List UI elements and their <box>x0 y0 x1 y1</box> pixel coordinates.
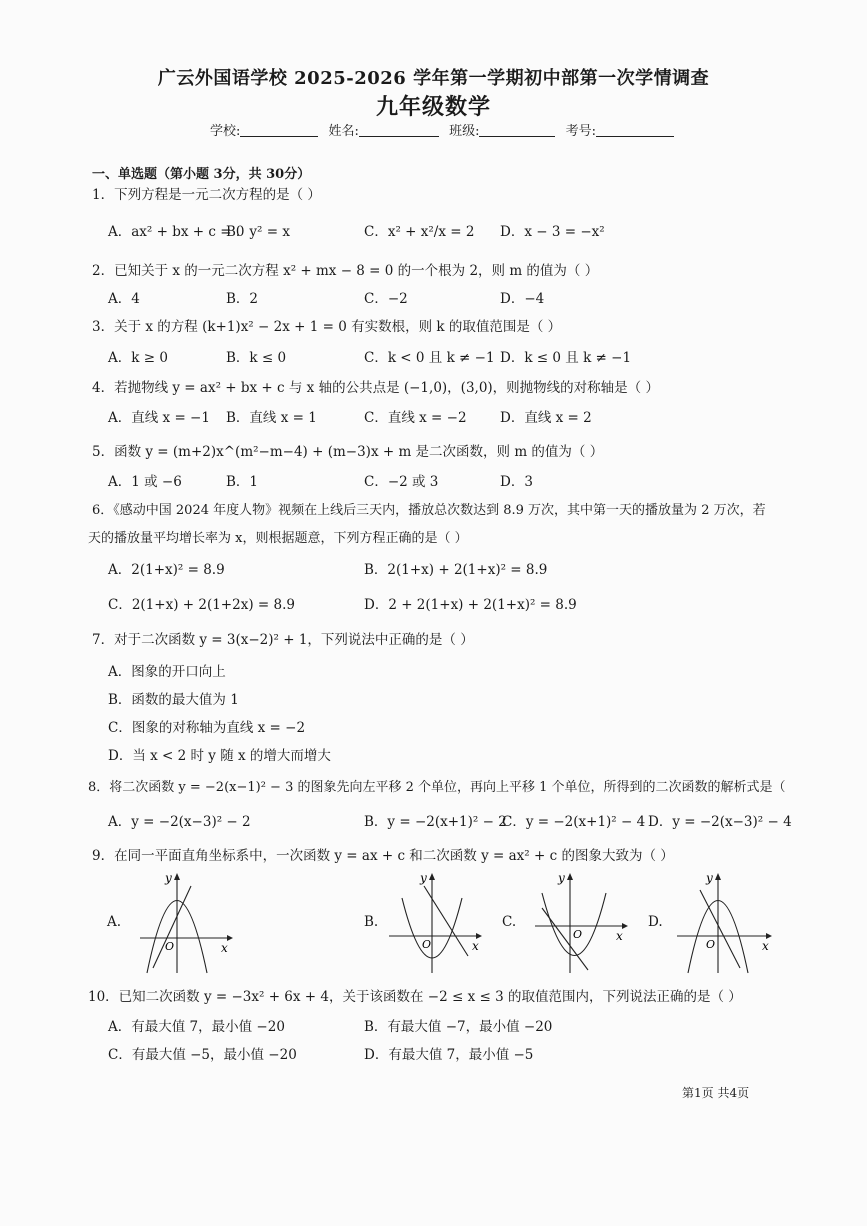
graph-c-x-arrow <box>622 923 628 929</box>
graph-d-y-label: y <box>706 871 713 885</box>
question-10-option-c: C．有最大值 −5，最小值 −20 <box>108 1047 297 1063</box>
graph-c-x-label: x <box>616 929 623 943</box>
graph-b-x-label: x <box>472 939 479 953</box>
question-9-option-d-label: D. <box>648 914 663 930</box>
name-field-label: 姓名: <box>328 124 359 139</box>
question-6-option-c: C．2(1+x) + 2(1+2x) = 8.9 <box>108 597 295 613</box>
graph-a-origin: O <box>165 940 175 953</box>
question-4-option-d: D．直线 x = 2 <box>500 410 592 426</box>
question-2-option-b: B．2 <box>226 291 259 307</box>
question-5-option-c: C．−2 或 3 <box>364 474 439 490</box>
graph-d-origin: O <box>706 938 716 951</box>
question-8-option-c: C．y = −2(x+1)² − 4 <box>502 814 646 830</box>
question-5-option-a: A．1 或 −6 <box>108 474 182 490</box>
question-7-option-c: C．图象的对称轴为直线 x = −2 <box>108 720 306 736</box>
question-8-stem: 8．将二次函数 y = −2(x−1)² − 3 的图象先向左平移 2 个单位，再向上平移 1 个单位，所得到的二次函数的解析式是（ <box>88 780 786 795</box>
graph-a-x-label: x <box>221 941 228 955</box>
question-8-option-d: D．y = −2(x−3)² − 4 <box>648 814 792 830</box>
question-1-stem: 1．下列方程是一元二次方程的是（ ） <box>92 187 321 203</box>
graph-d-y-arrow <box>715 873 721 880</box>
graph-a-y-label: y <box>165 871 172 885</box>
question-2-stem: 2．已知关于 x 的一元二次方程 x² + mx − 8 = 0 的一个根为 2，则 m 的值为（ ） <box>92 263 599 279</box>
question-9-graph-c <box>530 868 630 978</box>
class-field-label: 班级: <box>449 124 480 139</box>
question-9-option-b-label: B. <box>364 914 379 930</box>
exam-number-label: 考号: <box>565 124 596 139</box>
question-9-option-a-label: A. <box>107 914 122 930</box>
question-2-option-d: D．−4 <box>500 291 545 307</box>
question-10-option-d: D．有最大值 7，最小值 −5 <box>364 1047 534 1063</box>
question-4-option-a: A．直线 x = −1 <box>108 410 210 426</box>
question-9-graph-d <box>672 868 776 978</box>
question-2-option-a: A．4 <box>108 291 140 307</box>
graph-d-line <box>700 890 740 968</box>
question-4-stem: 4．若抛物线 y = ax² + bx + c 与 x 轴的公共点是 (−1,0)，(3,0)，则抛物线的对称轴是（ ） <box>92 380 659 396</box>
question-1-option-c: C．x² + x²/x = 2 <box>364 224 475 240</box>
graph-c-origin: O <box>573 928 583 941</box>
graph-d-x-label: x <box>762 939 769 953</box>
school-field-label: 学校: <box>210 124 241 139</box>
question-8-option-b: B．y = −2(x+1)² − 2 <box>364 814 507 830</box>
question-7-option-b: B．函数的最大值为 1 <box>108 692 239 708</box>
question-6-stem-line2: 天的播放量平均增长率为 x，则根据题意，下列方程正确的是（ ） <box>88 531 468 546</box>
question-5-option-d: D．3 <box>500 474 533 490</box>
question-4-option-c: C．直线 x = −2 <box>364 410 467 426</box>
exam-number-blank <box>596 122 674 137</box>
graph-c-parabola <box>542 893 606 956</box>
question-7-option-d: D．当 x < 2 时 y 随 x 的增大而增大 <box>108 748 331 764</box>
graph-b-origin: O <box>422 938 432 951</box>
graph-a-y-arrow <box>174 873 180 880</box>
question-10-option-a: A．有最大值 7，最小值 −20 <box>108 1019 285 1035</box>
graph-a-x-arrow <box>227 935 233 941</box>
question-6-option-a: A．2(1+x)² = 8.9 <box>108 562 225 578</box>
question-9-graph-b <box>384 868 484 978</box>
question-1-option-d: D．x − 3 = −x² <box>500 224 605 240</box>
graph-c-y-label: y <box>558 871 565 885</box>
question-6-option-b: B．2(1+x) + 2(1+x)² = 8.9 <box>364 562 548 578</box>
subject-title: 九年级数学 <box>375 94 491 120</box>
question-8-option-a: A．y = −2(x−3)² − 2 <box>108 814 251 830</box>
graph-c-y-arrow <box>567 873 573 880</box>
question-7-stem: 7．对于二次函数 y = 3(x−2)² + 1，下列说法中正确的是（ ） <box>92 632 474 648</box>
question-1-option-a: A．ax² + bx + c = 0 <box>108 224 245 240</box>
class-field-blank <box>479 122 555 137</box>
name-field-blank <box>359 122 439 137</box>
question-4-option-b: B．直线 x = 1 <box>226 410 317 426</box>
question-3-option-a: A．k ≥ 0 <box>108 350 168 366</box>
question-3-option-c: C．k < 0 且 k ≠ −1 <box>364 350 495 366</box>
page-footer: 第1页 共4页 <box>682 1086 750 1100</box>
question-5-stem: 5．函数 y = (m+2)x^(m²−m−4) + (m−3)x + m 是二次函数，则 m 的值为（ ） <box>92 444 604 460</box>
school-title: 广云外国语学校 2025-2026 学年第一学期初中部第一次学情调查 <box>157 68 710 89</box>
question-3-stem: 3．关于 x 的方程 (k+1)x² − 2x + 1 = 0 有实数根，则 k 的取值范围是（ ） <box>92 319 562 335</box>
question-9-graph-a <box>135 868 235 978</box>
question-6-stem-line1: 6．《感动中国 2024 年度人物》视频在上线后三天内，播放总次数达到 8.9 万次，其中第一天的播放量为 2 万次，若 <box>92 503 766 518</box>
question-7-option-a: A．图象的开口向上 <box>108 664 226 680</box>
graph-b-y-label: y <box>420 871 427 885</box>
section-title: 一、单选题（第小题 3分，共 30分） <box>92 167 311 182</box>
question-3-option-b: B．k ≤ 0 <box>226 350 287 366</box>
question-1-option-b: B．y² = x <box>226 224 290 240</box>
question-10-option-b: B．有最大值 −7，最小值 −20 <box>364 1019 553 1035</box>
question-2-option-c: C．−2 <box>364 291 408 307</box>
question-9-option-c-label: C. <box>502 914 517 930</box>
question-6-option-d: D．2 + 2(1+x) + 2(1+x)² = 8.9 <box>364 597 577 613</box>
question-3-option-d: D．k ≤ 0 且 k ≠ −1 <box>500 350 632 366</box>
question-5-option-b: B．1 <box>226 474 259 490</box>
school-field-blank <box>240 122 318 137</box>
student-info-line <box>210 120 680 139</box>
graph-b-y-arrow <box>429 873 435 880</box>
question-10-stem: 10．已知二次函数 y = −3x² + 6x + 4，关于该函数在 −2 ≤ x ≤ 3 的取值范围内，下列说法正确的是（ ） <box>88 989 742 1005</box>
question-9-stem: 9．在同一平面直角坐标系中，一次函数 y = ax + c 和二次函数 y = ax² + c 的图象大致为（ ） <box>92 848 674 864</box>
